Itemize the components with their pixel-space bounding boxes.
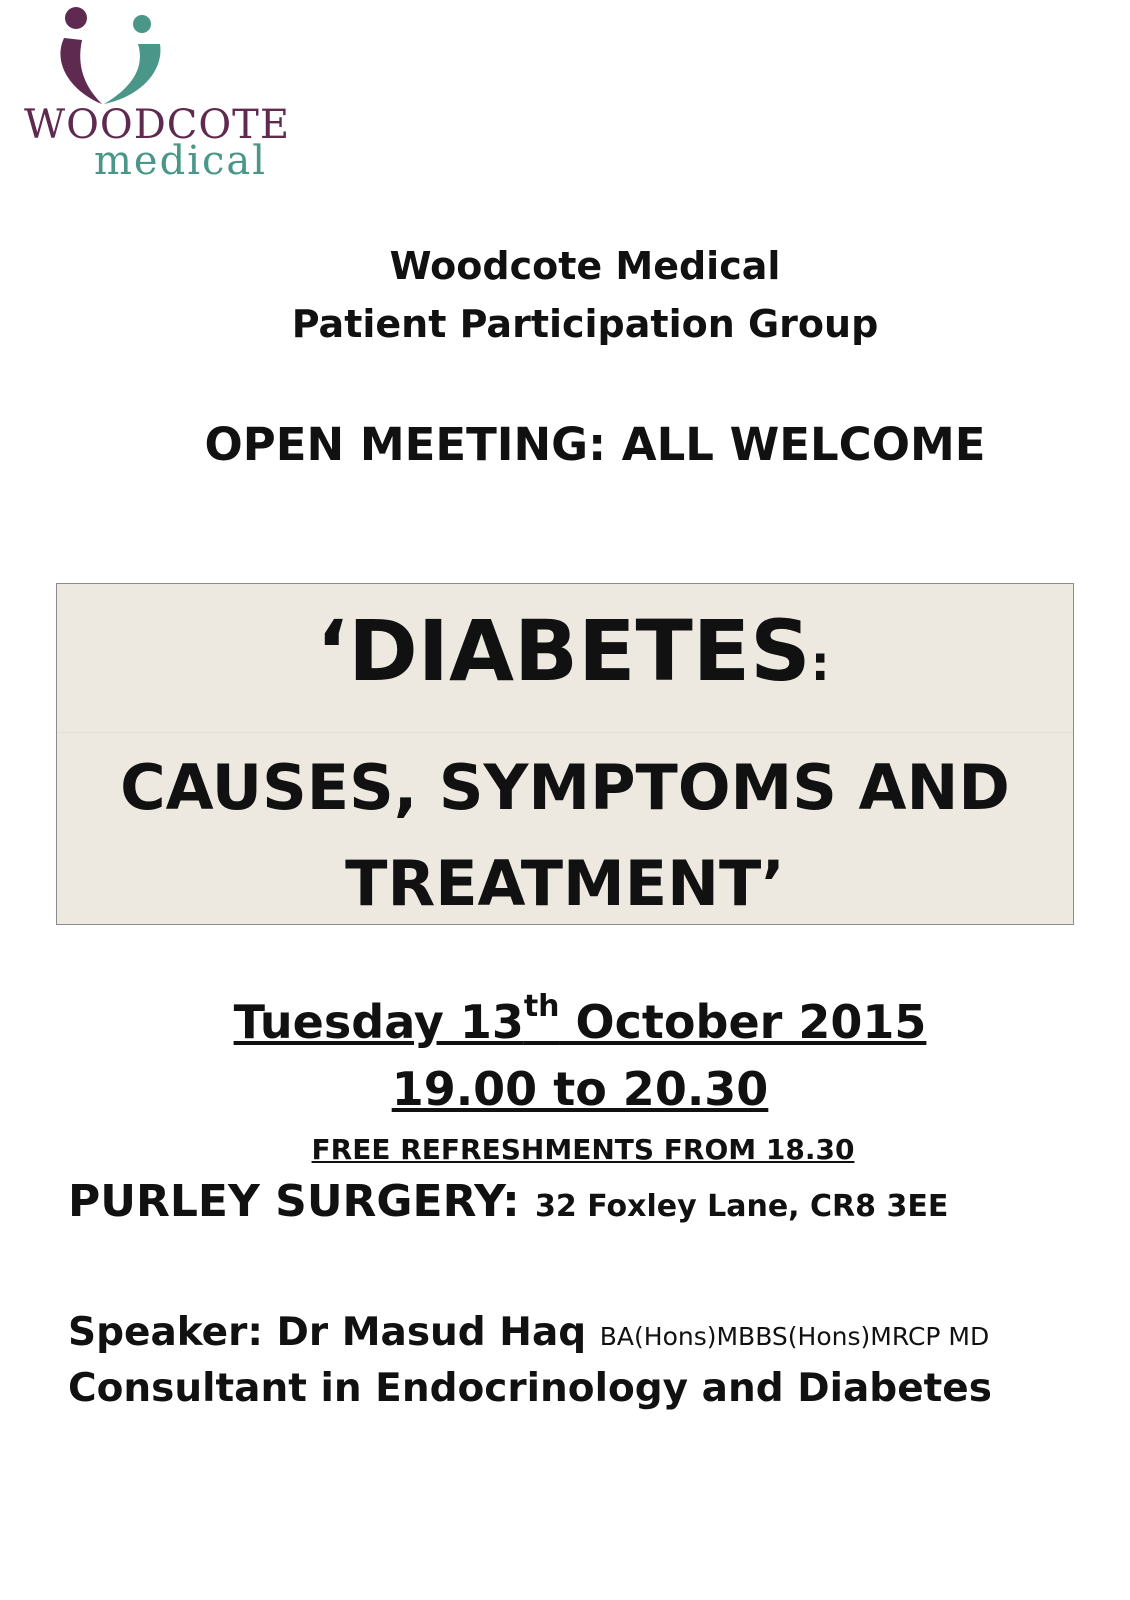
speaker-name: Speaker: Dr Masud Haq <box>68 1310 587 1355</box>
speaker-qualifications: BA(Hons)MBBS(Hons)MRCP MD <box>599 1322 990 1351</box>
people-heart-icon <box>42 4 172 104</box>
title-divider <box>57 732 1073 733</box>
talk-subtitle <box>57 740 1073 932</box>
woodcote-medical-logo <box>22 4 291 186</box>
talk-title-colon: : <box>810 636 830 692</box>
talk-title-main: ‘DIABETES <box>316 602 811 700</box>
speaker-line <box>68 1310 989 1355</box>
logo-wordmark-woodcote: WOODCOTE <box>24 102 291 148</box>
venue-name: PURLEY SURGERY: <box>68 1176 520 1227</box>
logo-wordmark-medical: medical <box>94 138 268 184</box>
refreshments-note: FREE REFRESHMENTS FROM 18.30 <box>311 1133 855 1166</box>
event-day: Tuesday 13 <box>233 995 524 1049</box>
talk-subtitle-line2: TREATMENT’ <box>345 847 785 920</box>
talk-title-line1 <box>57 602 1073 700</box>
event-venue <box>68 1176 948 1227</box>
venue-address: 32 Foxley Lane, CR8 3EE <box>535 1189 949 1224</box>
event-day-suffix: th <box>523 989 560 1024</box>
organisation-name: Woodcote Medical <box>389 244 781 288</box>
open-meeting-heading: OPEN MEETING: ALL WELCOME <box>204 418 986 471</box>
talk-subtitle-line1: CAUSES, SYMPTOMS AND <box>120 751 1010 824</box>
talk-title-box <box>56 583 1074 925</box>
speaker-role: Consultant in Endocrinology and Diabetes <box>68 1366 992 1411</box>
event-month-year: October 2015 <box>559 995 927 1049</box>
group-name: Patient Participation Group <box>291 302 879 346</box>
event-date <box>0 989 1130 1049</box>
event-time: 19.00 to 20.30 <box>391 1062 769 1116</box>
